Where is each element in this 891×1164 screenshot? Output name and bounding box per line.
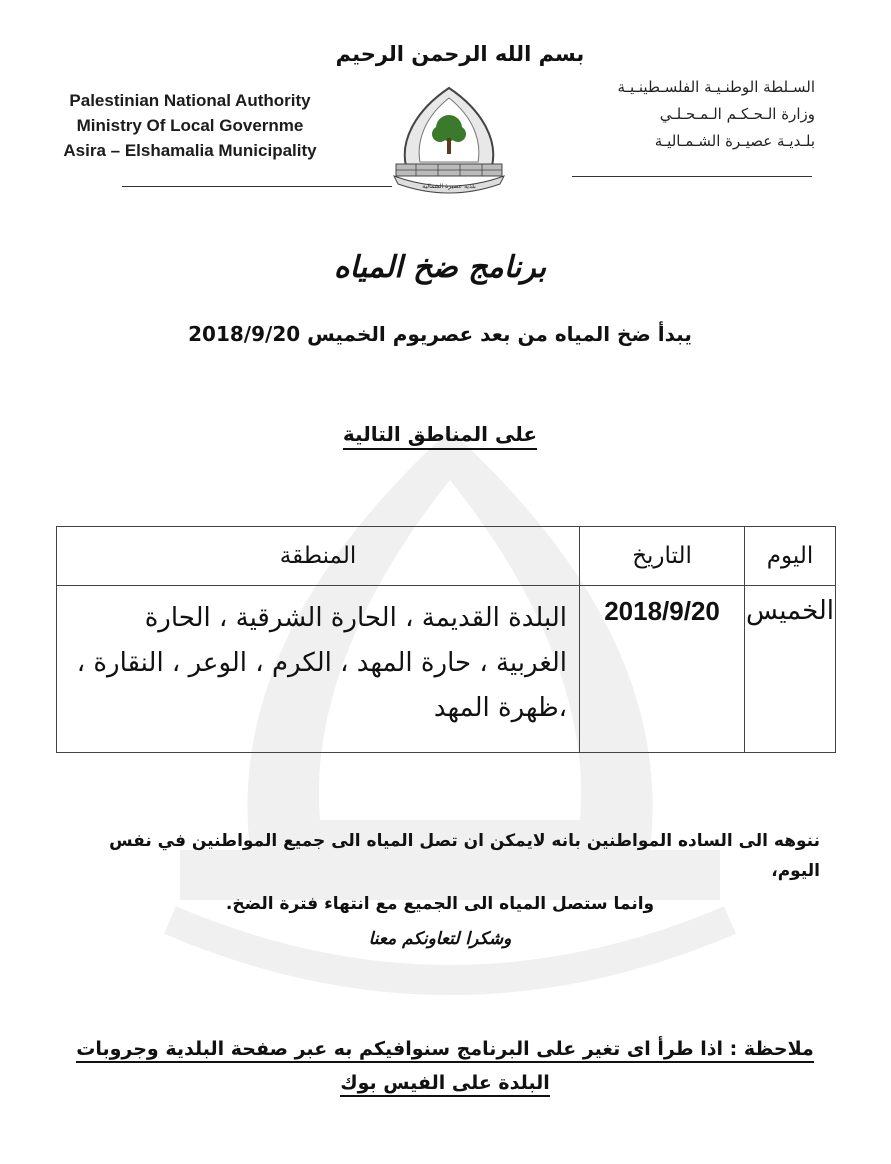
cell-day: الخميس <box>745 586 836 753</box>
table-header-row <box>57 527 836 586</box>
start-announcement: يبدأ ضخ المياه من بعد عصريوم الخميس 2018/9/20 <box>188 322 692 346</box>
areas-heading <box>260 422 620 446</box>
english-header-rule <box>122 186 392 187</box>
notice-line-2: وانما ستصل المياه الى الجميع مع انتهاء فترة الضخ. <box>225 894 655 914</box>
english-header <box>40 88 340 163</box>
cell-areas: البلدة القديمة ، الحارة الشرقية ، الحارة الغربية ، حارة المهد ، الكرم ، الوعر ، النقارة ، ،ظهرة المهد <box>57 586 580 753</box>
arabic-header <box>560 74 815 155</box>
document-title: برنامج ضخ المياه <box>333 250 547 285</box>
header-day: اليوم <box>745 527 836 586</box>
english-header-line-3: Asira – Elshamalia Municipality <box>63 141 317 160</box>
arabic-header-line-3: بلـديـة عصيـرة الشـمـاليـة <box>654 132 815 150</box>
arabic-header-line-2: وزارة الـحـكـم الـمـحـلـي <box>659 105 815 123</box>
pumping-schedule-table <box>56 526 836 753</box>
header-date: التاريخ <box>580 527 745 586</box>
basmala: بسم الله الرحمن الرحيم <box>335 42 585 66</box>
english-header-line-1: Palestinian National Authority <box>69 91 311 110</box>
arabic-header-rule <box>572 176 812 177</box>
areas-heading-text: على المناطق التالية <box>343 422 537 450</box>
arabic-header-line-1: السـلطة الوطنـيـة الفلسـطينـيـة <box>617 78 815 96</box>
bottom-note-text: ملاحظة : اذا طرأ اى تغير على البرنامج سنوافيكم به عبر صفحة البلدية وجروبات البلدة على الفيس بوك <box>76 1038 814 1097</box>
cell-date: 2018/9/20 <box>580 586 745 753</box>
logo-ribbon-text: بلدية عصيرة الشمالية <box>422 183 476 190</box>
thanks-line: وشكرا لتعاونكم معنا <box>368 929 512 949</box>
bottom-note <box>60 1032 830 1100</box>
header-area: المنطقة <box>57 527 580 586</box>
english-header-line-2: Ministry Of Local Governme <box>76 116 304 135</box>
notice-line-1: ننوهه الى الساده المواطنين بانه لايمكن ان تصل المياه الى جميع المواطنين في نفس اليوم، <box>109 831 820 881</box>
table-row <box>57 586 836 753</box>
municipality-logo <box>386 84 512 194</box>
